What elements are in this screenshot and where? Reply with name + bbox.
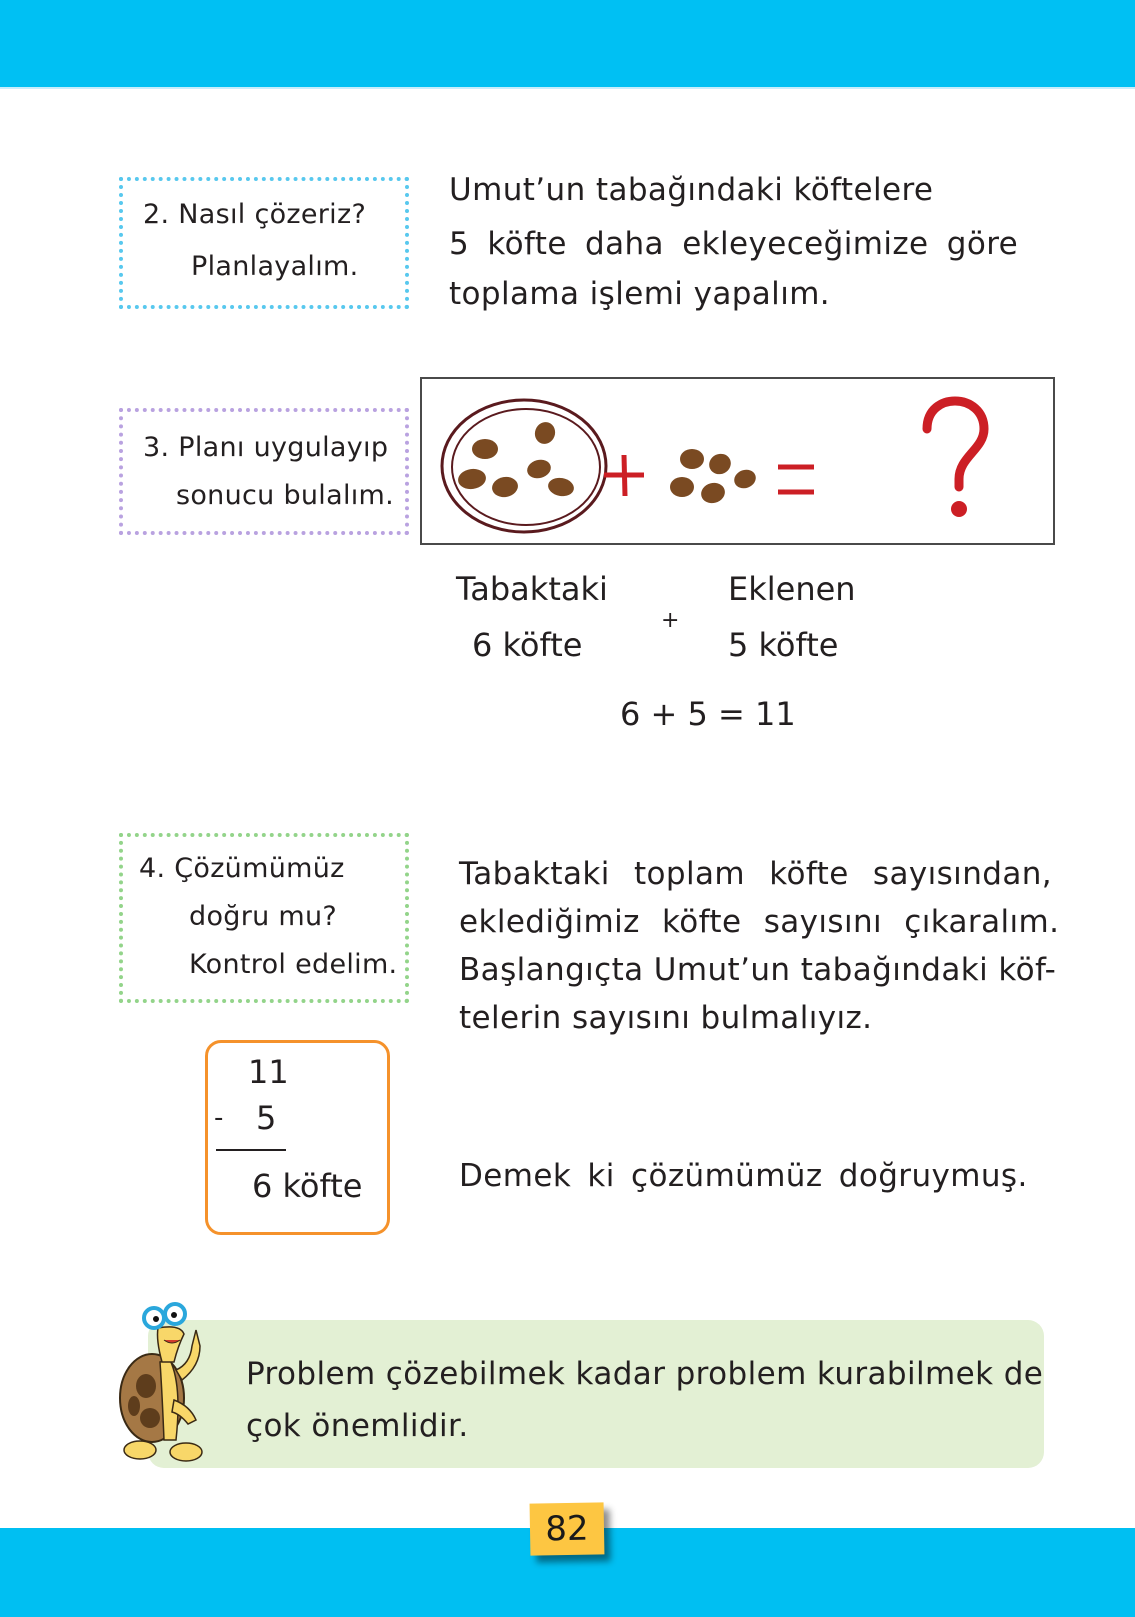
- subtraction-operator: -: [214, 1103, 224, 1133]
- step2-heading-box: [119, 177, 409, 309]
- plus-sign-icon: [604, 455, 644, 496]
- addition-operator: +: [661, 608, 680, 633]
- plate-icon: [442, 400, 606, 532]
- added-meatballs: [670, 449, 758, 506]
- addition-illustration: [420, 377, 1055, 545]
- step4-text-line: Tabaktaki toplam köfte sayısından,: [459, 856, 1053, 892]
- right-label: Eklenen: [728, 570, 856, 608]
- meatball-addition-drawing: [422, 379, 1053, 543]
- page-number: 82: [530, 1502, 605, 1555]
- subtraction-result: 6 köfte: [252, 1167, 363, 1205]
- subtraction-line: [216, 1149, 286, 1151]
- step2-text-line: Umut’un tabağındaki köftelere: [449, 172, 934, 208]
- step4-heading-box: [119, 833, 409, 1003]
- tip-line2: çok önemlidir.: [246, 1408, 469, 1444]
- step3-title-line1: 3. Planı uygulayıp: [143, 432, 389, 463]
- question-mark-icon: [927, 401, 984, 517]
- addition-equation: 6 + 5 = 11: [620, 695, 796, 733]
- step4-text-line: eklediğimiz köfte sayısını çıkaralım.: [459, 904, 1060, 940]
- left-value: 6 köfte: [472, 626, 583, 664]
- minuend: 11: [248, 1053, 289, 1091]
- equals-sign-icon: [778, 467, 814, 492]
- step4-text-line: telerin sayısını bulmalıyız.: [459, 1000, 873, 1036]
- step4-title-line1: 4. Çözümümüz: [139, 853, 345, 884]
- subtrahend: 5: [256, 1099, 277, 1137]
- tip-callout: [148, 1320, 1044, 1468]
- step2-text-line: toplama işlemi yapalım.: [449, 276, 831, 312]
- plate-meatballs: [457, 419, 576, 499]
- step4-text-line: Başlangıçta Umut’un tabağındaki köf-: [459, 952, 1057, 988]
- step2-text-line: 5 köfte daha ekleyeceğimize göre: [449, 226, 1019, 262]
- step2-title-line1: 2. Nasıl çözeriz?: [143, 199, 367, 230]
- step2-title-line2: Planlayalım.: [191, 251, 359, 282]
- turtle-mascot-icon: [110, 1300, 220, 1470]
- top-color-band: [0, 0, 1135, 87]
- subtraction-check-box: [205, 1040, 390, 1235]
- step3-title-line2: sonucu bulalım.: [176, 480, 395, 511]
- top-band-edge: [0, 87, 1135, 89]
- right-value: 5 köfte: [728, 626, 839, 664]
- step3-heading-box: [119, 408, 409, 535]
- step4-title-line2: doğru mu?: [189, 901, 338, 932]
- step4-title-line3: Kontrol edelim.: [189, 949, 398, 980]
- tip-line1: Problem çözebilmek kadar problem kurabilmek de: [246, 1356, 1044, 1392]
- left-label: Tabaktaki: [456, 570, 608, 608]
- conclusion-text: Demek ki çözümümüz doğruymuş.: [459, 1158, 1028, 1194]
